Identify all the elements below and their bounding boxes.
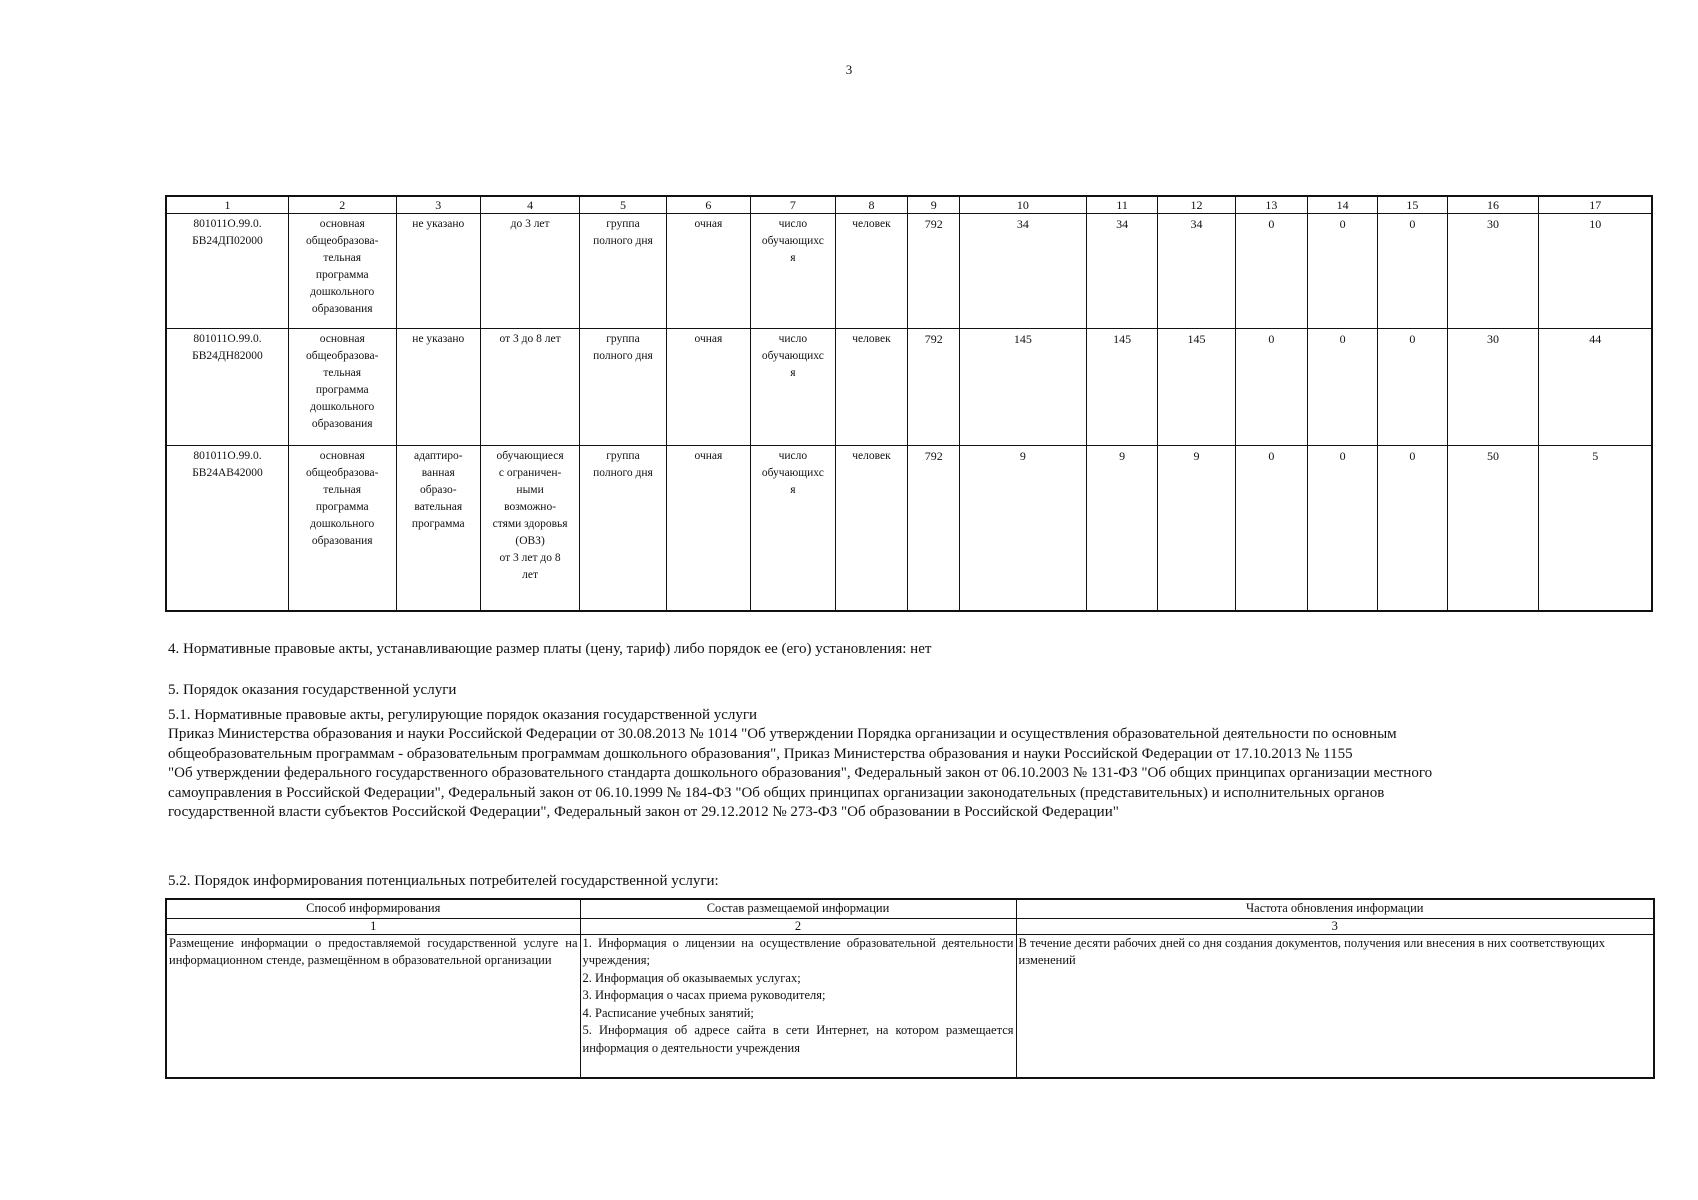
column-number: 9 <box>908 196 960 214</box>
informing-table <box>165 898 1655 1079</box>
value-cell: 34 <box>1158 214 1235 329</box>
value-cell: 0 <box>1308 329 1378 446</box>
informing-composition <box>580 934 1016 1078</box>
indicator-cell: число обучающихс я <box>751 214 835 329</box>
table-row <box>166 446 1652 612</box>
column-number: 7 <box>751 196 835 214</box>
composition-item: 3. Информация о часах приема руководителя; <box>582 988 826 1002</box>
section-5-heading: 5. Порядок оказания государственной услуги <box>168 682 457 698</box>
value-cell: 5 <box>1539 446 1652 612</box>
registry-code: 801011О.99.0. БВ24ДП02000 <box>166 214 288 329</box>
age-cell: до 3 лет <box>480 214 579 329</box>
column-number: 2 <box>580 918 1016 934</box>
value-cell: 10 <box>1539 214 1652 329</box>
column-number: 13 <box>1235 196 1308 214</box>
value-cell: 0 <box>1235 214 1308 329</box>
value-cell: 30 <box>1447 329 1539 446</box>
table-row <box>166 214 1652 329</box>
okei-cell: 792 <box>908 214 960 329</box>
legal-acts-line: государственной власти субъектов Российской Федерации", Федеральный закон от 29.12.2012 № 273-ФЗ "Об образовании в Российской Федерации" <box>168 804 1119 821</box>
legal-acts-text <box>168 725 1432 823</box>
column-number: 17 <box>1539 196 1652 214</box>
composition-item: 2. Информация об оказываемых услугах; <box>582 970 801 985</box>
okei-cell: 792 <box>908 446 960 612</box>
unit-cell: человек <box>835 446 908 612</box>
column-header-method: Способ информирования <box>166 899 580 918</box>
registry-code: 801011О.99.0. БВ24ДН82000 <box>166 329 288 446</box>
program-cell: основная общеобразова- тельная программа дошкольного образования <box>288 329 396 446</box>
column-number: 2 <box>288 196 396 214</box>
section-5-2-heading: 5.2. Порядок информирования потенциальных потребителей государственной услуги: <box>168 873 719 889</box>
category-cell: не указано <box>396 214 480 329</box>
value-cell: 9 <box>960 446 1087 612</box>
unit-cell: человек <box>835 329 908 446</box>
value-cell: 0 <box>1308 446 1378 612</box>
section-5-1-heading: 5.1. Нормативные правовые акты, регулирующие порядок оказания государственной услуги <box>168 707 758 723</box>
unit-cell: человек <box>835 214 908 329</box>
age-cell: обучающиеся с ограничен- ными возможно- стями здоровья (ОВЗ) от 3 лет до 8 лет <box>480 446 579 612</box>
program-cell: основная общеобразова- тельная программа дошкольного образования <box>288 446 396 612</box>
column-number: 1 <box>166 196 288 214</box>
value-cell: 145 <box>960 329 1087 446</box>
column-number: 11 <box>1086 196 1158 214</box>
column-number: 4 <box>480 196 579 214</box>
column-header-composition: Состав размещаемой информации <box>580 899 1016 918</box>
value-cell: 0 <box>1308 214 1378 329</box>
indicator-cell: число обучающихс я <box>751 446 835 612</box>
value-cell: 9 <box>1086 446 1158 612</box>
value-cell: 0 <box>1377 329 1447 446</box>
column-number: 16 <box>1447 196 1539 214</box>
form-cell: очная <box>666 329 750 446</box>
value-cell: 0 <box>1377 214 1447 329</box>
column-header-frequency: Частота обновления информации <box>1016 899 1654 918</box>
indicator-cell: число обучающихс я <box>751 329 835 446</box>
column-number: 15 <box>1377 196 1447 214</box>
value-cell: 34 <box>960 214 1087 329</box>
legal-acts-line: Приказ Министерства образования и науки Российской Федерации от 30.08.2013 № 1014 "Об утверждении Порядка организации и осуществления образовательной деятельности по основным <box>168 726 1397 742</box>
column-number: 8 <box>835 196 908 214</box>
value-cell: 44 <box>1539 329 1652 446</box>
service-volume-table <box>165 195 1653 612</box>
composition-item: 1. Информация о лицензии на осуществление образовательной деятельности учреждения; <box>582 935 1014 967</box>
okei-cell: 792 <box>908 329 960 446</box>
column-number: 10 <box>960 196 1087 214</box>
column-number: 14 <box>1308 196 1378 214</box>
column-number: 3 <box>396 196 480 214</box>
value-cell: 50 <box>1447 446 1539 612</box>
informing-method: Размещение информации о предоставляемой государственной услуге на информационном стенде, размещённом в образовательной организации <box>166 934 580 1078</box>
legal-acts-line: "Об утверждении федерального государственного образовательного стандарта дошкольного образования", Федеральный закон от 06.10.2003 № 131-ФЗ "Об общих принципах организации местного <box>168 765 1433 782</box>
value-cell: 0 <box>1235 446 1308 612</box>
form-cell: очная <box>666 446 750 612</box>
program-cell: основная общеобразова- тельная программа дошкольного образования <box>288 214 396 329</box>
value-cell: 145 <box>1086 329 1158 446</box>
group-cell: группа полного дня <box>580 329 667 446</box>
group-cell: группа полного дня <box>580 446 667 612</box>
column-number: 3 <box>1016 918 1654 934</box>
category-cell: не указано <box>396 329 480 446</box>
composition-item: 5. Информация об адресе сайта в сети Интернет, на котором размещается информация о деятельности учреждения <box>582 1023 1014 1055</box>
registry-code: 801011О.99.0. БВ24АВ42000 <box>166 446 288 612</box>
informing-body-row <box>166 934 1654 1078</box>
legal-acts-line: общеобразовательным программам - образовательным программам дошкольного образования", Приказ Министерства образования и науки Российской Федерации от 17.10.2013 № 1155 <box>168 745 1353 762</box>
column-number: 6 <box>666 196 750 214</box>
form-cell: очная <box>666 214 750 329</box>
informing-frequency: В течение десяти рабочих дней со дня создания документов, получения или внесения в них соответствующих изменений <box>1016 934 1654 1078</box>
value-cell: 30 <box>1447 214 1539 329</box>
group-cell: группа полного дня <box>580 214 667 329</box>
column-number-row <box>166 196 1652 214</box>
page-number: 3 <box>845 62 853 77</box>
value-cell: 145 <box>1158 329 1235 446</box>
value-cell: 0 <box>1377 446 1447 612</box>
column-number: 5 <box>580 196 667 214</box>
age-cell: от 3 до 8 лет <box>480 329 579 446</box>
column-number: 12 <box>1158 196 1235 214</box>
informing-number-row <box>166 918 1654 934</box>
informing-header-row <box>166 899 1654 918</box>
column-number: 1 <box>166 918 580 934</box>
value-cell: 0 <box>1235 329 1308 446</box>
value-cell: 34 <box>1086 214 1158 329</box>
legal-acts-line: самоуправления в Российской Федерации", Федеральный закон от 06.10.1999 № 184-ФЗ "Об общих принципах организации законодательных (представительных) и исполнительных органов <box>168 784 1385 801</box>
value-cell: 9 <box>1158 446 1235 612</box>
category-cell: адаптиро- ванная образо- вательная программа <box>396 446 480 612</box>
table-row <box>166 329 1652 446</box>
section-4-text: 4. Нормативные правовые акты, устанавливающие размер платы (цену, тариф) либо порядок ее (его) установления: нет <box>168 641 932 657</box>
composition-item: 4. Расписание учебных занятий; <box>582 1005 754 1020</box>
